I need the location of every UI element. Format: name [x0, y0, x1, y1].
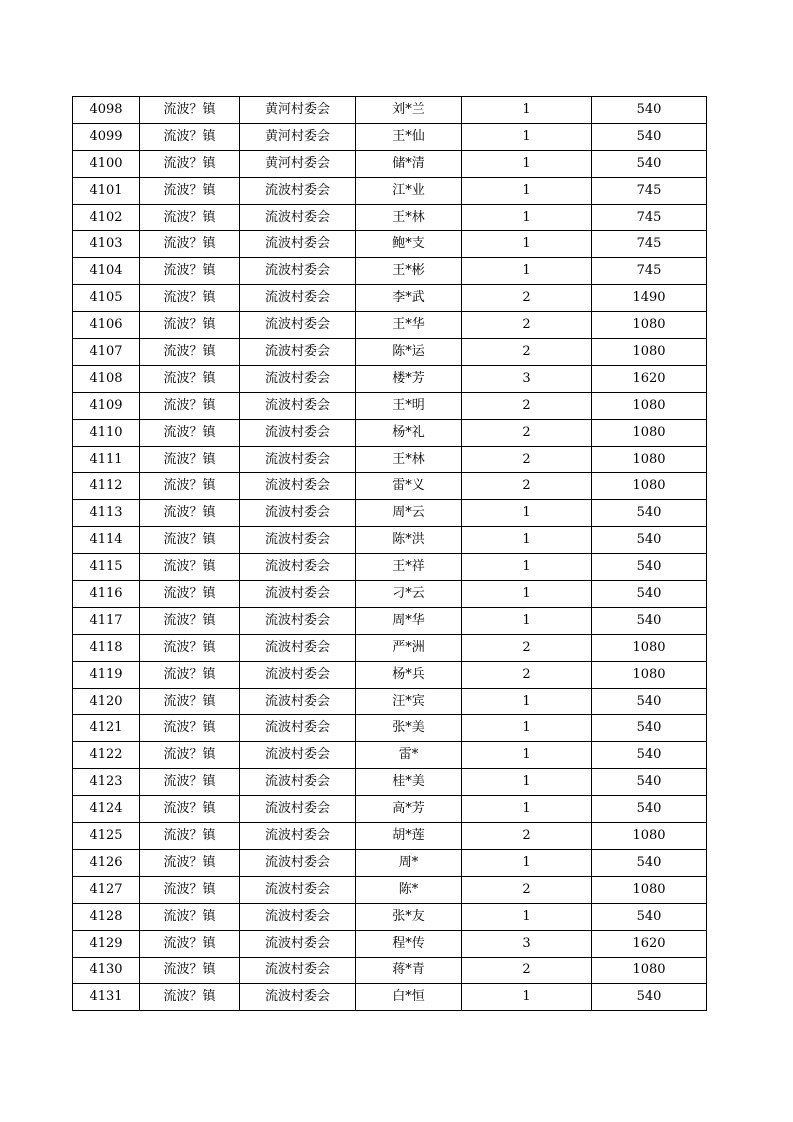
cell-village-committee: 流波村委会: [240, 984, 356, 1011]
cell-town: 流波？镇: [140, 365, 240, 392]
cell-amount: 1080: [592, 473, 707, 500]
cell-town: 流波？镇: [140, 231, 240, 258]
cell-serial-number: 4123: [73, 769, 140, 796]
cell-name: 刁*云: [356, 581, 462, 608]
table-row: [73, 957, 707, 984]
table-row: [73, 554, 707, 581]
cell-town: 流波？镇: [140, 204, 240, 231]
cell-count: 1: [462, 688, 592, 715]
cell-name: 王*明: [356, 392, 462, 419]
cell-count: 1: [462, 849, 592, 876]
cell-name: 雷*: [356, 742, 462, 769]
cell-village-committee: 流波村委会: [240, 634, 356, 661]
table-row: [73, 285, 707, 312]
cell-amount: 745: [592, 204, 707, 231]
cell-name: 王*华: [356, 312, 462, 339]
cell-count: 1: [462, 769, 592, 796]
cell-count: 2: [462, 312, 592, 339]
cell-town: 流波？镇: [140, 473, 240, 500]
cell-count: 2: [462, 876, 592, 903]
table-row: [73, 903, 707, 930]
cell-village-committee: 流波村委会: [240, 365, 356, 392]
cell-serial-number: 4110: [73, 419, 140, 446]
table-row: [73, 796, 707, 823]
cell-serial-number: 4120: [73, 688, 140, 715]
cell-count: 1: [462, 500, 592, 527]
table-row: [73, 607, 707, 634]
cell-amount: 1080: [592, 446, 707, 473]
table-row: [73, 823, 707, 850]
cell-village-committee: 流波村委会: [240, 392, 356, 419]
cell-serial-number: 4101: [73, 177, 140, 204]
cell-town: 流波？镇: [140, 581, 240, 608]
cell-count: 2: [462, 473, 592, 500]
cell-serial-number: 4099: [73, 123, 140, 150]
cell-amount: 540: [592, 903, 707, 930]
cell-serial-number: 4119: [73, 661, 140, 688]
cell-town: 流波？镇: [140, 849, 240, 876]
cell-village-committee: 流波村委会: [240, 231, 356, 258]
cell-village-committee: 流波村委会: [240, 876, 356, 903]
cell-serial-number: 4114: [73, 527, 140, 554]
cell-village-committee: 流波村委会: [240, 446, 356, 473]
cell-amount: 1080: [592, 419, 707, 446]
cell-count: 1: [462, 150, 592, 177]
cell-count: 1: [462, 796, 592, 823]
cell-town: 流波？镇: [140, 823, 240, 850]
cell-count: 1: [462, 123, 592, 150]
cell-village-committee: 流波村委会: [240, 769, 356, 796]
cell-name: 陈*洪: [356, 527, 462, 554]
cell-town: 流波？镇: [140, 607, 240, 634]
table-row: [73, 123, 707, 150]
cell-amount: 1080: [592, 823, 707, 850]
table-row: [73, 312, 707, 339]
cell-name: 王*祥: [356, 554, 462, 581]
cell-village-committee: 流波村委会: [240, 715, 356, 742]
cell-amount: 540: [592, 150, 707, 177]
cell-count: 1: [462, 258, 592, 285]
cell-village-committee: 流波村委会: [240, 527, 356, 554]
cell-town: 流波？镇: [140, 661, 240, 688]
table-row: [73, 150, 707, 177]
cell-count: 1: [462, 903, 592, 930]
cell-amount: 1620: [592, 930, 707, 957]
cell-town: 流波？镇: [140, 97, 240, 124]
cell-village-committee: 流波村委会: [240, 312, 356, 339]
cell-town: 流波？镇: [140, 500, 240, 527]
cell-count: 1: [462, 204, 592, 231]
cell-village-committee: 流波村委会: [240, 581, 356, 608]
cell-town: 流波？镇: [140, 258, 240, 285]
cell-town: 流波？镇: [140, 123, 240, 150]
cell-count: 1: [462, 177, 592, 204]
cell-serial-number: 4127: [73, 876, 140, 903]
cell-serial-number: 4105: [73, 285, 140, 312]
cell-name: 胡*莲: [356, 823, 462, 850]
cell-amount: 540: [592, 527, 707, 554]
cell-serial-number: 4121: [73, 715, 140, 742]
cell-name: 杨*礼: [356, 419, 462, 446]
cell-town: 流波？镇: [140, 177, 240, 204]
cell-name: 周*: [356, 849, 462, 876]
cell-amount: 540: [592, 715, 707, 742]
cell-town: 流波？镇: [140, 446, 240, 473]
cell-serial-number: 4104: [73, 258, 140, 285]
table-row: [73, 446, 707, 473]
cell-name: 周*华: [356, 607, 462, 634]
cell-village-committee: 流波村委会: [240, 177, 356, 204]
document-page: [72, 96, 706, 1011]
cell-count: 3: [462, 365, 592, 392]
cell-count: 1: [462, 554, 592, 581]
cell-serial-number: 4102: [73, 204, 140, 231]
cell-amount: 540: [592, 984, 707, 1011]
cell-serial-number: 4122: [73, 742, 140, 769]
cell-count: 2: [462, 634, 592, 661]
table-row: [73, 258, 707, 285]
cell-town: 流波？镇: [140, 957, 240, 984]
cell-village-committee: 流波村委会: [240, 607, 356, 634]
cell-name: 王*林: [356, 446, 462, 473]
cell-serial-number: 4118: [73, 634, 140, 661]
cell-count: 2: [462, 285, 592, 312]
cell-serial-number: 4116: [73, 581, 140, 608]
cell-amount: 540: [592, 581, 707, 608]
cell-count: 1: [462, 527, 592, 554]
cell-count: 1: [462, 231, 592, 258]
cell-name: 陈*运: [356, 339, 462, 366]
cell-village-committee: 黄河村委会: [240, 97, 356, 124]
cell-name: 桂*美: [356, 769, 462, 796]
cell-name: 江*业: [356, 177, 462, 204]
cell-name: 蒋*青: [356, 957, 462, 984]
data-table: [72, 96, 707, 1011]
table-row: [73, 634, 707, 661]
cell-serial-number: 4098: [73, 97, 140, 124]
cell-amount: 540: [592, 688, 707, 715]
table-row: [73, 930, 707, 957]
cell-name: 鲍*支: [356, 231, 462, 258]
cell-count: 1: [462, 742, 592, 769]
table-row: [73, 177, 707, 204]
cell-serial-number: 4128: [73, 903, 140, 930]
cell-count: 1: [462, 581, 592, 608]
cell-village-committee: 流波村委会: [240, 554, 356, 581]
cell-serial-number: 4117: [73, 607, 140, 634]
cell-count: 2: [462, 957, 592, 984]
cell-amount: 1080: [592, 661, 707, 688]
table-row: [73, 419, 707, 446]
table-body: [73, 97, 707, 1011]
cell-village-committee: 流波村委会: [240, 849, 356, 876]
cell-serial-number: 4107: [73, 339, 140, 366]
cell-town: 流波？镇: [140, 419, 240, 446]
table-row: [73, 339, 707, 366]
cell-name: 周*云: [356, 500, 462, 527]
cell-serial-number: 4112: [73, 473, 140, 500]
cell-village-committee: 流波村委会: [240, 419, 356, 446]
cell-count: 2: [462, 661, 592, 688]
cell-amount: 540: [592, 849, 707, 876]
cell-amount: 540: [592, 742, 707, 769]
cell-serial-number: 4109: [73, 392, 140, 419]
cell-amount: 1080: [592, 876, 707, 903]
cell-town: 流波？镇: [140, 769, 240, 796]
cell-serial-number: 4126: [73, 849, 140, 876]
cell-village-committee: 流波村委会: [240, 339, 356, 366]
cell-village-committee: 流波村委会: [240, 473, 356, 500]
cell-village-committee: 流波村委会: [240, 796, 356, 823]
cell-town: 流波？镇: [140, 554, 240, 581]
cell-name: 陈*: [356, 876, 462, 903]
cell-town: 流波？镇: [140, 634, 240, 661]
cell-village-committee: 流波村委会: [240, 661, 356, 688]
cell-name: 刘*兰: [356, 97, 462, 124]
table-row: [73, 231, 707, 258]
cell-count: 3: [462, 930, 592, 957]
table-row: [73, 365, 707, 392]
cell-serial-number: 4130: [73, 957, 140, 984]
cell-name: 李*武: [356, 285, 462, 312]
cell-name: 王*林: [356, 204, 462, 231]
cell-amount: 540: [592, 123, 707, 150]
table-row: [73, 742, 707, 769]
cell-village-committee: 流波村委会: [240, 823, 356, 850]
table-row: [73, 769, 707, 796]
cell-town: 流波？镇: [140, 984, 240, 1011]
cell-village-committee: 流波村委会: [240, 930, 356, 957]
cell-village-committee: 流波村委会: [240, 258, 356, 285]
cell-amount: 1080: [592, 339, 707, 366]
cell-town: 流波？镇: [140, 285, 240, 312]
cell-name: 雷*义: [356, 473, 462, 500]
cell-serial-number: 4129: [73, 930, 140, 957]
cell-name: 杨*兵: [356, 661, 462, 688]
cell-name: 白*恒: [356, 984, 462, 1011]
table-row: [73, 204, 707, 231]
cell-amount: 540: [592, 607, 707, 634]
cell-amount: 540: [592, 769, 707, 796]
cell-serial-number: 4111: [73, 446, 140, 473]
cell-count: 1: [462, 715, 592, 742]
cell-name: 严*洲: [356, 634, 462, 661]
table-row: [73, 984, 707, 1011]
table-row: [73, 581, 707, 608]
cell-town: 流波？镇: [140, 742, 240, 769]
cell-count: 2: [462, 339, 592, 366]
cell-amount: 540: [592, 796, 707, 823]
cell-count: 1: [462, 97, 592, 124]
cell-amount: 540: [592, 554, 707, 581]
cell-serial-number: 4100: [73, 150, 140, 177]
cell-name: 楼*芳: [356, 365, 462, 392]
cell-count: 2: [462, 823, 592, 850]
cell-serial-number: 4115: [73, 554, 140, 581]
cell-town: 流波？镇: [140, 796, 240, 823]
cell-serial-number: 4113: [73, 500, 140, 527]
cell-town: 流波？镇: [140, 903, 240, 930]
cell-name: 储*清: [356, 150, 462, 177]
cell-name: 王*仙: [356, 123, 462, 150]
cell-town: 流波？镇: [140, 150, 240, 177]
cell-name: 王*彬: [356, 258, 462, 285]
cell-amount: 1080: [592, 312, 707, 339]
cell-serial-number: 4103: [73, 231, 140, 258]
cell-name: 汪*宾: [356, 688, 462, 715]
cell-serial-number: 4106: [73, 312, 140, 339]
table-row: [73, 500, 707, 527]
table-row: [73, 715, 707, 742]
cell-town: 流波？镇: [140, 312, 240, 339]
cell-town: 流波？镇: [140, 876, 240, 903]
cell-village-committee: 流波村委会: [240, 688, 356, 715]
cell-name: 程*传: [356, 930, 462, 957]
table-row: [73, 97, 707, 124]
cell-count: 2: [462, 419, 592, 446]
cell-amount: 1080: [592, 392, 707, 419]
table-row: [73, 849, 707, 876]
cell-amount: 745: [592, 258, 707, 285]
cell-amount: 1080: [592, 634, 707, 661]
cell-amount: 540: [592, 97, 707, 124]
cell-town: 流波？镇: [140, 527, 240, 554]
cell-name: 张*美: [356, 715, 462, 742]
cell-village-committee: 流波村委会: [240, 903, 356, 930]
table-row: [73, 876, 707, 903]
cell-serial-number: 4131: [73, 984, 140, 1011]
table-row: [73, 473, 707, 500]
cell-village-committee: 流波村委会: [240, 204, 356, 231]
cell-village-committee: 流波村委会: [240, 742, 356, 769]
cell-village-committee: 流波村委会: [240, 500, 356, 527]
cell-count: 1: [462, 984, 592, 1011]
cell-serial-number: 4124: [73, 796, 140, 823]
cell-village-committee: 黄河村委会: [240, 123, 356, 150]
cell-count: 2: [462, 446, 592, 473]
cell-count: 1: [462, 607, 592, 634]
cell-village-committee: 流波村委会: [240, 285, 356, 312]
table-row: [73, 527, 707, 554]
table-row: [73, 688, 707, 715]
table-row: [73, 661, 707, 688]
cell-town: 流波？镇: [140, 930, 240, 957]
cell-count: 2: [462, 392, 592, 419]
cell-amount: 1490: [592, 285, 707, 312]
cell-town: 流波？镇: [140, 339, 240, 366]
cell-amount: 745: [592, 231, 707, 258]
cell-amount: 1080: [592, 957, 707, 984]
cell-amount: 1620: [592, 365, 707, 392]
cell-town: 流波？镇: [140, 688, 240, 715]
table-row: [73, 392, 707, 419]
cell-village-committee: 流波村委会: [240, 957, 356, 984]
cell-name: 张*友: [356, 903, 462, 930]
cell-name: 高*芳: [356, 796, 462, 823]
cell-village-committee: 黄河村委会: [240, 150, 356, 177]
cell-serial-number: 4108: [73, 365, 140, 392]
cell-serial-number: 4125: [73, 823, 140, 850]
cell-town: 流波？镇: [140, 392, 240, 419]
cell-amount: 540: [592, 500, 707, 527]
cell-amount: 745: [592, 177, 707, 204]
cell-town: 流波？镇: [140, 715, 240, 742]
